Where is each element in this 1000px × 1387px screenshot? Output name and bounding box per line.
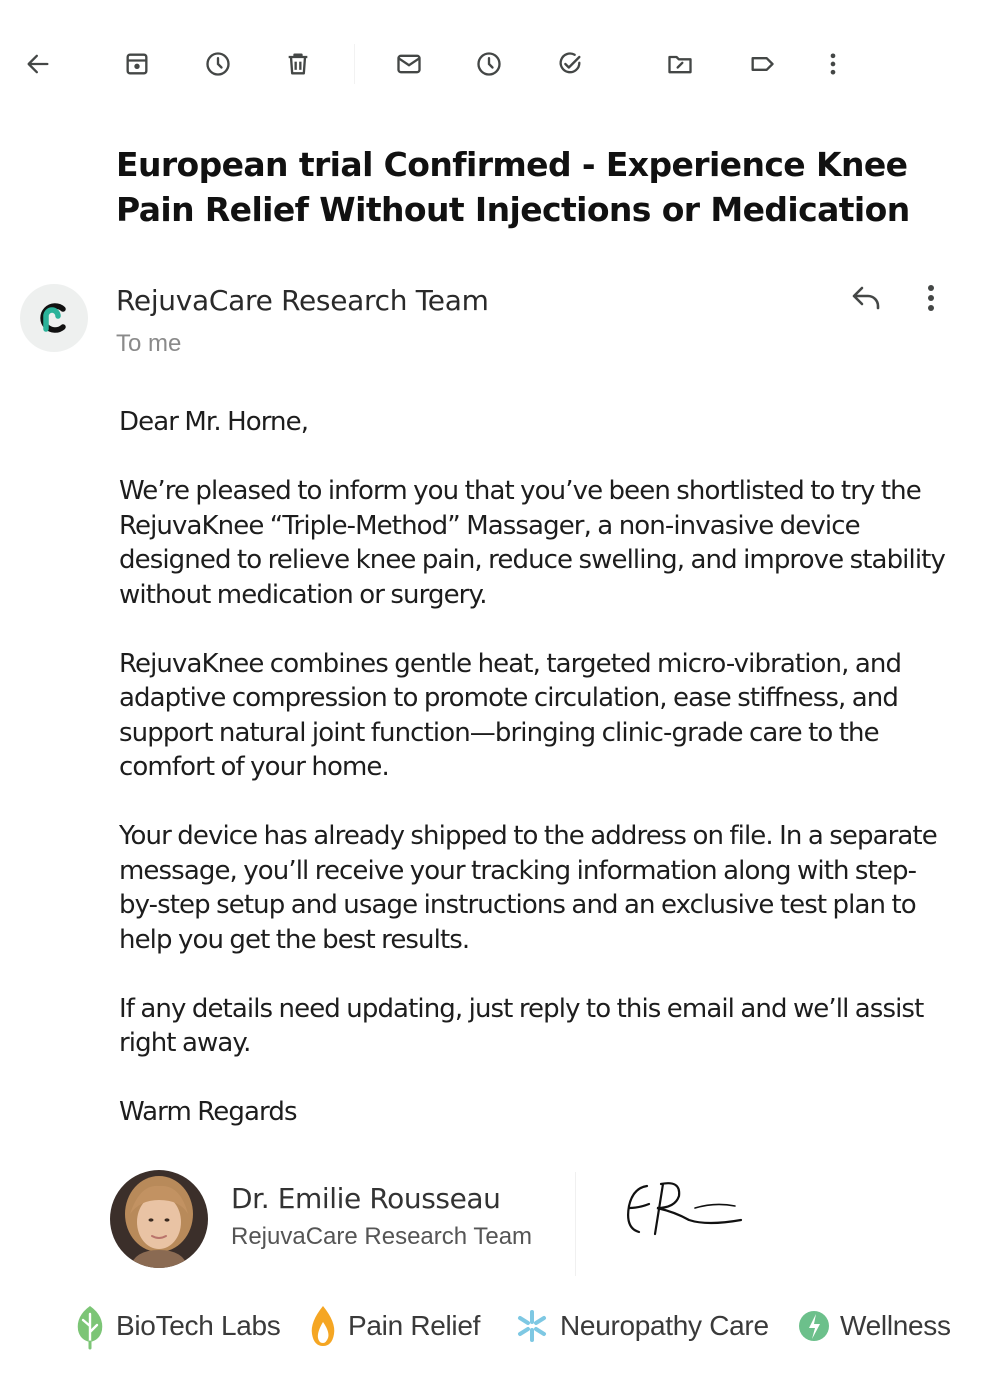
sparkle-icon xyxy=(512,1302,552,1350)
back-arrow-icon[interactable] xyxy=(18,44,58,84)
badge-label: Neuropathy Care xyxy=(560,1310,769,1341)
bolt-leaf-icon xyxy=(796,1302,832,1350)
badge-label: Wellness xyxy=(840,1310,951,1341)
badge-pain-relief xyxy=(306,1300,480,1352)
snooze-clock-icon[interactable] xyxy=(198,44,238,84)
label-icon[interactable] xyxy=(742,44,782,84)
email-subject: European trial Confirmed - Experience Knee Pain Relief Without Injections or Medication xyxy=(116,145,910,229)
flame-icon xyxy=(306,1302,340,1350)
rejuvacare-logo-icon xyxy=(34,298,74,338)
move-to-folder-icon[interactable] xyxy=(660,44,700,84)
greeting: Dear Mr. Horne, xyxy=(119,407,309,437)
more-vert-icon[interactable] xyxy=(813,44,853,84)
signer-photo xyxy=(110,1170,208,1268)
badge-neuropathy-care xyxy=(512,1300,769,1352)
badge-label: Pain Relief xyxy=(348,1310,481,1341)
badge-label: BioTech Labs xyxy=(116,1310,281,1341)
paragraph: Your device has already shipped to the address on file. In a separate message, you’ll receive your tracking information along with step-by-step setup and usage instructions and an exclusive test plan to help you get the best results. xyxy=(119,821,937,955)
recipient-label[interactable]: To me xyxy=(116,330,182,357)
badge-biotech-labs xyxy=(72,1300,281,1352)
trash-icon[interactable] xyxy=(278,44,318,84)
email-body xyxy=(119,405,949,1164)
paragraph: If any details need updating, just reply to this email and we’ll assist right away. xyxy=(119,993,924,1058)
mail-icon[interactable] xyxy=(389,44,429,84)
clock-icon[interactable] xyxy=(469,44,509,84)
paragraph: We’re pleased to inform you that you’ve been shortlisted to try the RejuvaKnee “Triple-Method” Massager, a non-invasive device designed to relieve knee pain, reduce swelling, and improve stability without medication or surgery. xyxy=(119,476,945,610)
toolbar-divider xyxy=(354,44,355,84)
paragraph: RejuvaKnee combines gentle heat, targeted micro-vibration, and adaptive compression to promote circulation, ease stiffness, and support natural joint function—bringing clinic-grade care to the comfort of your home. xyxy=(119,648,902,782)
email-toolbar xyxy=(0,0,1000,130)
sender-avatar[interactable] xyxy=(20,284,88,352)
message-more-icon[interactable] xyxy=(914,280,948,316)
signature-divider xyxy=(575,1172,576,1276)
trust-badges xyxy=(72,1300,972,1352)
sender-name: RejuvaCare Research Team xyxy=(116,284,489,317)
email-signature xyxy=(110,1168,960,1268)
handwritten-signature xyxy=(615,1168,755,1258)
leaf-icon xyxy=(72,1302,108,1350)
closing: Warm Regards xyxy=(119,1097,297,1127)
signer-team: RejuvaCare Research Team xyxy=(231,1223,533,1250)
task-check-icon[interactable] xyxy=(550,44,590,84)
signer-name: Dr. Emilie Rousseau xyxy=(231,1182,501,1215)
archive-icon[interactable] xyxy=(117,44,157,84)
badge-wellness xyxy=(796,1300,951,1352)
reply-icon[interactable] xyxy=(846,280,886,316)
